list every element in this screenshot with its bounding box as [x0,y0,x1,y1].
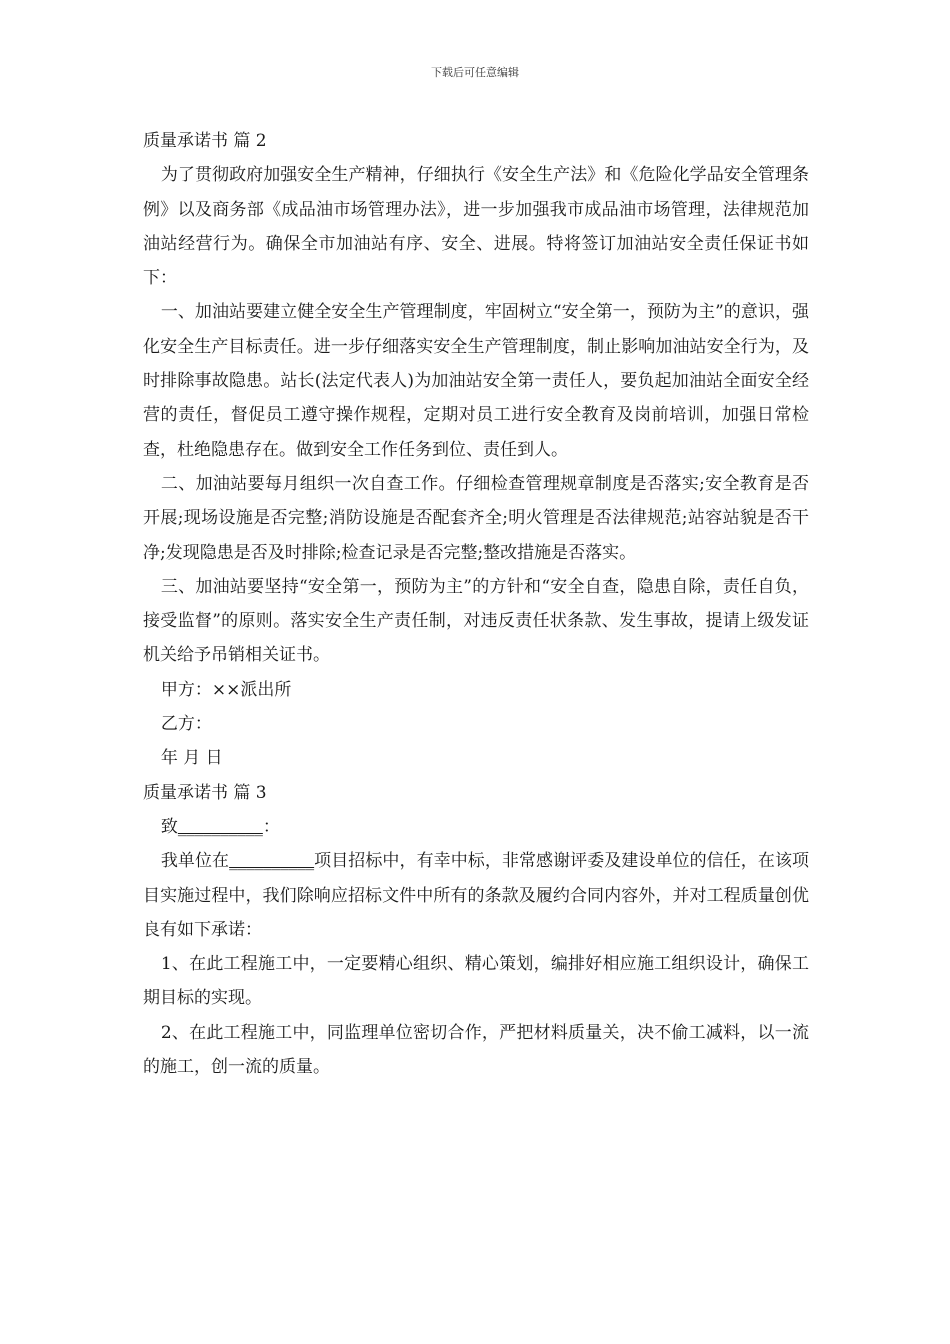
party-a-line: 甲方：××派出所 [160,679,292,700]
section-title-2: 质量承诺书 篇 2 [143,131,267,151]
section3-body-paragraph [143,844,809,947]
addressee-blank: __________ [177,816,263,837]
body-prefix: 我单位在 [160,851,230,872]
page-header-note: 下载后可任意编辑 [431,66,519,79]
section2-item-2: 二、加油站要每月组织一次自查工作。仔细检查管理规章制度是否落实;安全教育是否开展;现场设施是否完整;消防设施是否配套齐全;明火管理是否法律规范;站容站貌是否干净;发现隐患是否及时排除;检查记录是否完整;整改措施是否落实。 [143,473,809,563]
date-line: 年 月 日 [160,748,223,769]
section2-item-3: 三、加油站要坚持“安全第一，预防为主”的方针和“安全自查，隐患自除，责任自负，接受监督”的原则。落实安全生产责任制，对违反责任状条款、发生事故，提请上级发证机关给予吊销相关证书。 [143,576,809,666]
project-name-blank: __________ [229,851,315,872]
section3-item-1: 1、在此工程施工中，一定要精心组织、精心策划，编排好相应施工组织设计，确保工期目标的实现。 [143,954,809,1009]
addressee-prefix: 致 [160,816,178,837]
section2-intro-paragraph: 为了贯彻政府加强安全生产精神，仔细执行《安全生产法》和《危险化学品安全管理条例》以及商务部《成品油市场管理办法》，进一步加强我市成品油市场管理，法律规范加油站经营行为。确保全市加油站有序、安全、进展。特将签订加油站安全责任保证书如下： [143,165,809,289]
party-b-line: 乙方： [160,714,212,735]
addressee-suffix: ： [262,816,280,837]
document-body [143,124,809,1084]
section3-item-2: 2、在此工程施工中，同监理单位密切合作，严把材料质量关，决不偷工减料，以一流的施工，创一流的质量。 [143,1022,809,1078]
section-title-3: 质量承诺书 篇 3 [143,782,267,803]
body-suffix: 项目招标中，有幸中标，非常感谢评委及建设单位的信任，在该项目实施过程中，我们除响应招标文件中所有的条款及履约合同内容外，并对工程质量创优良有如下承诺： [143,851,810,940]
addressee-line [143,810,809,844]
section2-item-1: 一、加油站要建立健全安全生产管理制度，牢固树立“安全第一，预防为主”的意识，强化安全生产目标责任。进一步仔细落实安全生产管理制度，制止影响加油站安全行为，及时排除事故隐患。站长(法定代表人)为加油站安全第一责任人，要负起加油站全面安全经营的责任，督促员工遵守操作规程，定期对员工进行安全教育及岗前培训，加强日常检查，杜绝隐患存在。做到安全工作任务到位、责任到人。 [143,302,809,460]
